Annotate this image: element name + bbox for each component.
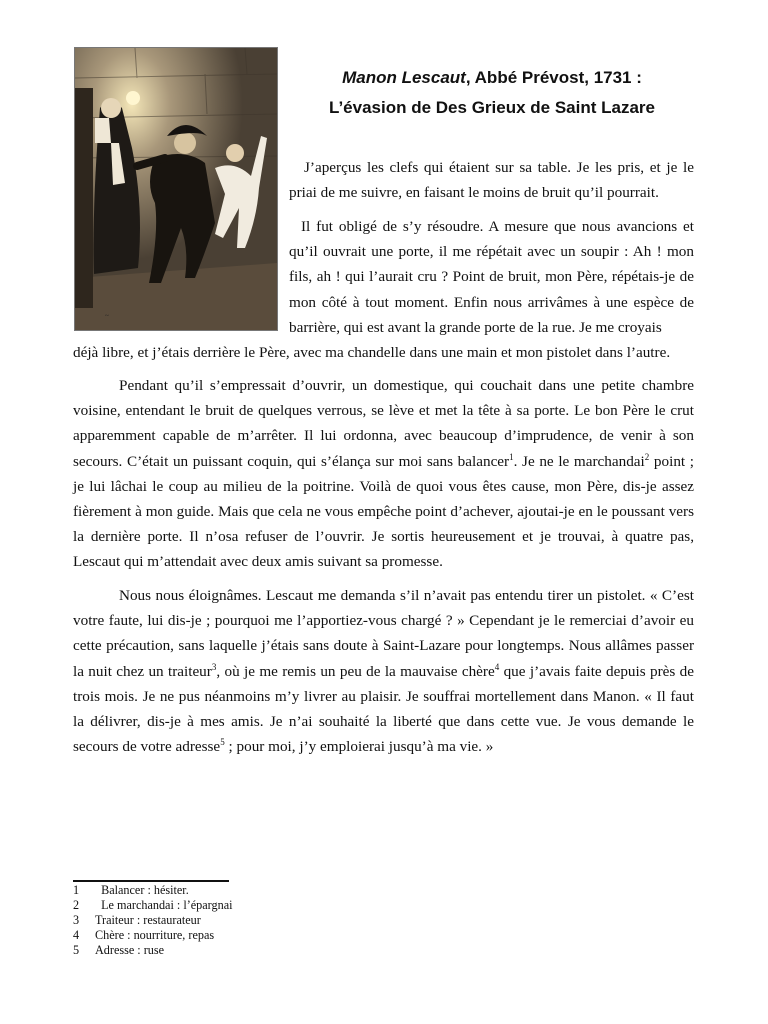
document-title xyxy=(290,68,694,88)
paragraph-3-text-a: Pendant qu’il s’empressait d’ouvrir, un domestique, qui couchait dans une petite chambre voisine, entendant le bruit de quelques verrous, se lève et met la tête à sa porte. Le bon Père le crut apparemment capable de m’arrêter. Il lui ordonna, avec beaucoup d’imprudence, de venir à son secours. C’était un puissant coquin, qui s’élança sur moi sans balancer xyxy=(73,377,694,470)
paragraph-4-text-d: ; pour moi, j’y emploierai jusqu’à ma vie. » xyxy=(224,738,494,756)
footnote-number: 3 xyxy=(73,913,80,927)
footnote-ref-3[interactable]: 3 xyxy=(211,661,217,672)
paragraph-4 xyxy=(73,583,694,759)
paragraph-1: J’aperçus les clefs qui étaient sur sa table. Je les pris, et je le priai de me suivre, en faisant le moins de bruit qu’il pourrait. xyxy=(289,159,694,202)
paragraph-4-text-b: , où je me remis un peu de la mauvaise chère xyxy=(216,662,495,680)
paragraph-2: Il fut obligé de s’y résoudre. A mesure que nous avancions et qu’il ouvrait une porte, il me répétait avec un soupir : Ah ! mon fils, ah ! qui l’aurait cru ? Point de bruit, mon Père, répétais-je de mon côté à tout moment. Enfin nous arrivâmes à une espèce de barrière, qui est avant la grande porte de la rue. Je me croyais xyxy=(289,218,694,336)
footnote-text: Chère : nourriture, repas xyxy=(95,928,215,942)
paragraph-4-text-a: Nous nous éloignâmes. Lescaut me demanda s’il n’avait pas entendu tirer un pistolet. « C’est votre faute, lui dis-je ; pourquoi me l’apportiez-vous chargé ? » Cependant je le remerciai d’avoir eu cette précaution, sans laquelle j’étais sans doute à Saint-Lazare pour longtemps. Nous allâmes passer la nuit chez un traiteur xyxy=(73,587,694,680)
footnote-text: Le marchandai : l’épargnai xyxy=(95,898,233,912)
footnote-ref-4[interactable]: 4 xyxy=(494,661,500,672)
footnote-ref-2[interactable]: 2 xyxy=(644,451,650,462)
svg-text:~: ~ xyxy=(105,312,109,320)
footnotes xyxy=(73,883,233,958)
footnote-1 xyxy=(73,883,233,898)
work-title: Manon Lescaut xyxy=(342,68,466,87)
title-author-date: , Abbé Prévost, 1731 : xyxy=(465,68,642,87)
footnote-4 xyxy=(73,928,233,943)
footnote-ref-5[interactable]: 5 xyxy=(220,737,225,748)
paragraph-2-continuation: déjà libre, et j’étais derrière le Père, avec ma chandelle dans une main et mon pistolet dans l’autre. xyxy=(73,344,671,361)
engraving-illustration xyxy=(74,47,278,331)
document-subtitle: L’évasion de Des Grieux de Saint Lazare xyxy=(329,98,655,117)
footnote-text: Balancer : hésiter. xyxy=(95,883,189,897)
footnote-ref-1[interactable]: 1 xyxy=(509,451,514,462)
footnote-text: Traiteur : restaurateur xyxy=(95,913,201,927)
footnote-number: 4 xyxy=(73,928,80,942)
footnote-3 xyxy=(73,913,233,928)
footnote-separator xyxy=(73,880,229,882)
paragraph-3-text-c: point ; je lui lâchai le coup au milieu de la poitrine. Voilà de quoi vous êtes cause, mon Père, dis-je assez fièrement à mon guide. Mais que cela ne vous empêche point d’achever, ajoutai-je en le poussant vers la dernière porte. Il n’osa refuser de l’ouvrir. Je sortis heureusement et je trouvai, à quatre pas, Lescaut qui m’attendait avec deux amis suivant sa promesse. xyxy=(73,452,694,571)
paragraph-3-text-b: . Je ne le marchandai xyxy=(513,452,645,470)
footnote-2 xyxy=(73,898,233,913)
footnote-number: 5 xyxy=(73,943,80,957)
footnote-5 xyxy=(73,943,233,958)
footnote-text: Adresse : ruse xyxy=(95,943,165,957)
footnote-number: 1 xyxy=(73,883,80,897)
paragraph-3 xyxy=(73,373,694,575)
paragraph-4-text-c: que j’avais faite depuis près de trois mois. Je ne pus néanmoins m’y livrer au plaisir. Je souffrai mortellement dans Manon. « Il faut la délivrer, dis-je à mes amis. Je n’ai souhaité la liberté que dans cette vue. Je vous demande le secours de votre adresse xyxy=(73,662,694,756)
footnote-number: 2 xyxy=(73,898,80,912)
